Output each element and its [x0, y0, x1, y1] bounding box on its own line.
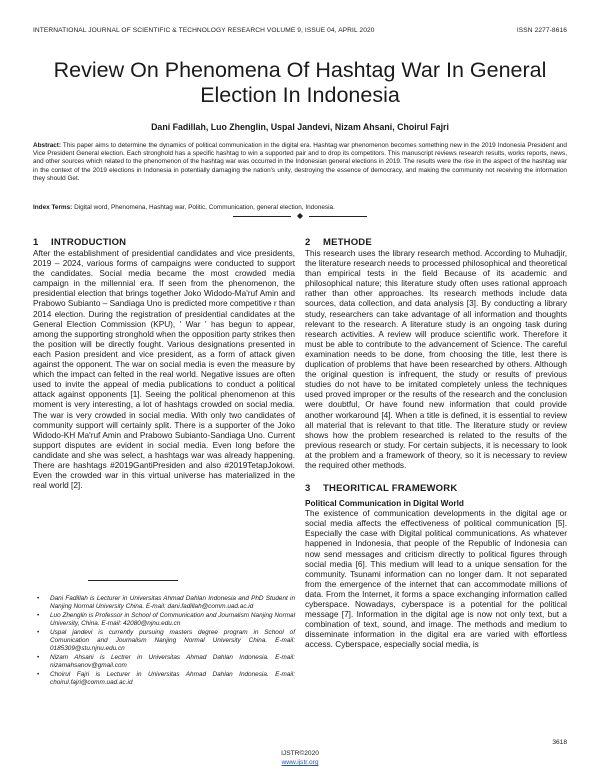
section-number: 2: [305, 237, 311, 248]
paper-title: Review On Phenomena Of Hashtag War In General Election In Indonesia: [53, 58, 547, 107]
abstract-text: This paper aims to determine the dynamics of political communication in the digital era. Hashtag war phenomenon becomes something new in the 2019 Indonesia President and Vice President General election. Each stronghold has a specific hashtag to win a supported pair and to drop its competitors. This manuscript reviews research results, works reports, news, and other sources which related to the phenomenon of the hashtag war was occurred in the Indonesian general elections in 2019. The results were the rise in the aspect of the hashtag war in the context of the 2019 elections in Indonesia in potentially damaging the nation's unity, destroying the essence of democracy, and making the community not receiving the information they should Get.: [33, 142, 567, 182]
footnote-rule: [88, 580, 178, 581]
footer-link[interactable]: www.ijstr.org: [281, 759, 319, 766]
bullet-icon: •: [37, 629, 40, 637]
right-column: [305, 237, 567, 650]
footnote-item: • Luo Zhenglin is Professor in School of Communication and Journalism Nanjing Normal University, China. E-mail: 42080@njnu.edu.cn: [37, 612, 295, 627]
section-number: 1: [33, 237, 39, 248]
bullet-icon: •: [37, 595, 40, 602]
index-terms-text: Digital word, Phenomena, Hashtag war, Politic, Communication, general election, Indonesia.: [72, 204, 335, 211]
section-heading-introduction: [33, 237, 295, 249]
section-title: METHODE: [323, 237, 372, 248]
introduction-body: After the establishment of presidential candidates and vice presidents, 2019 – 2024, various forms of campaigns were conducted to support the candidates. Social media became the most crowded media campaign in the millennial era. If seen from the phenomenon, the presidential election that brings together Joko Widodo-Ma'ruf Amin and Prabowo Subianto – Sandiaga Uno is predicted more competitive r than 2014 election. During the registration of presidential candidates at the General Election Commission (KPU), ' War ' has begun to appear, among the supporting stronghold when the opposition party strikes then the position will be directly fought. Various designations presented in each Pasion president and vice president, as a form of attack given against the opponent. The war on social media is even the measure by which the impact can felted in the real world. Negative issues are often used to invite the appeal of media publications to conduct a political attack against opponents [1]. Seeing the political phenomenon at this moment is very interesting, a lot of hashtags crowded on social media. The war is very crowded in social media. With only two candidates of community support will certainly split. There is a supporter of the Joko Widodo-KH Ma'ruf Amin and Prabowo Subianto-Sandiaga Uno. Current support disputes are evident in social media. Even long before the candidate and she was select, a hashtags war was already happening. There are hashtags #2019GantiPresiden and also #2019TetapJokowi. Even the crowded war in this virtual universe has materialized in the real world [2].: [33, 249, 295, 491]
method-body: This research uses the library research method. According to Muhadjir, the literature research needs to processed philosophical and theoretical than empirical tests in the field Because of its academic and philosophical nature; this literature study often uses rational approach rather than other approaches. Its research methods include data sources, data collection, and data analysis [3]. By conducting a library study, researchers can take advantage of all information and thoughts relevant to the research. A literature study is an ongoing task during research activities. A review will produce scientific work. Therefore it must be able to contribute to the advancement of Science. The careful examination needs to be done, from choosing the title, lest there is duplication of problems that have been researched by others. Although the original question is infrequent, the study or results of previous studies do not have to be imitated completely unless the techniques used proved improper or the results of the research and the conclusion were doubtful, Or have found new information that could provide another workaround [4]. When a title is defined, it is essential to review all material that is relevant to that title. The literature study or review shows how the problem researched is related to the results of the previous research or study. For certain subjects, it is necessary to look at the problem and a framework of theory, so it is necessary to review the required other methods.: [305, 249, 567, 470]
index-terms-label: Index Terms:: [33, 204, 73, 211]
footer-copyright: IJSTR©2020: [281, 750, 319, 757]
author-list: Dani Fadillah, Luo Zhenglin, Uspal Jandevi, Nizam Ahsani, Choirul Fajri: [151, 122, 449, 132]
diamond-icon: [297, 213, 303, 219]
divider-line-left: [233, 216, 291, 217]
bullet-icon: •: [37, 671, 40, 679]
footnote-item: • Uspal jandevi is currently pursuing masters degree program in School of Comunication and Journalism Nanjing Normal University China. E-mail: 0185309@stu.njnu.edu.cn: [37, 629, 295, 652]
journal-header: INTERNATIONAL JOURNAL OF SCIENTIFIC & TECHNOLOGY RESEARCH VOLUME 9, ISSUE 04, APRIL 2020: [33, 27, 375, 34]
section-title: INTRODUCTION: [51, 237, 127, 248]
footnote-item: • Dani Fadillah is Lecturer in Universitas Ahmad Dahlan Indonesia and PhD Student in Nanjing Normal University China. E-mail: dani.fadillah@comm.uad.ac.id: [37, 595, 295, 610]
section-heading-method: [305, 237, 567, 249]
footnote-item: • Choirul Fajri is Lecturer in Universitas Ahmad Dahlan Indonesia. E-mail: choirul.fajri@comm.uad.ac.id: [37, 671, 295, 686]
subsection-heading: Political Communication in Digital World: [305, 499, 464, 509]
abstract-label: Abstract:: [33, 142, 62, 149]
framework-body: The existence of communication developments in the digital age or social media affects the effectiveness of political communication [5]. Especially the case with Digital political communications. As whatever happened in Indonesia, that people of the Republic of Indonesia can now send messages and criticism directly to political figures through social media [6]. This medium will lead to a unique sensation for the community. Tsunami information can no longer dam. It not separated from the emergence of the internet that can accommodate millions of data. From the Internet, it forms a space exchanging information called cyberspace. Nowadays, cyberspace is a potential for the political message [7]. Information in the digital age is now not only text, but a combination of text, sound, and image. The methods and medium to disseminate information in the digital era are varied with effortless access. Cyberspace, especially social media, is: [305, 509, 567, 650]
section-heading-framework: [305, 483, 567, 495]
author-footnotes: [37, 595, 295, 689]
footnote-item: • Nizam Ahsani is Lectrer in Universitas Ahmad Dahlan Indonesia. E-mail: nizamahsanov@gmail.com: [37, 654, 295, 669]
bullet-icon: •: [37, 612, 40, 620]
section-title: THEORITICAL FRAMEWORK: [323, 483, 458, 495]
divider-line-right: [309, 216, 367, 217]
section-number: 3: [305, 483, 311, 495]
index-terms: [33, 204, 567, 212]
bullet-icon: •: [37, 654, 40, 662]
page-number: 3618: [552, 739, 567, 746]
section-divider: [233, 213, 367, 221]
abstract: [33, 142, 567, 183]
left-column: [33, 237, 295, 491]
issn-label: ISSN 2277-8616: [516, 27, 567, 34]
